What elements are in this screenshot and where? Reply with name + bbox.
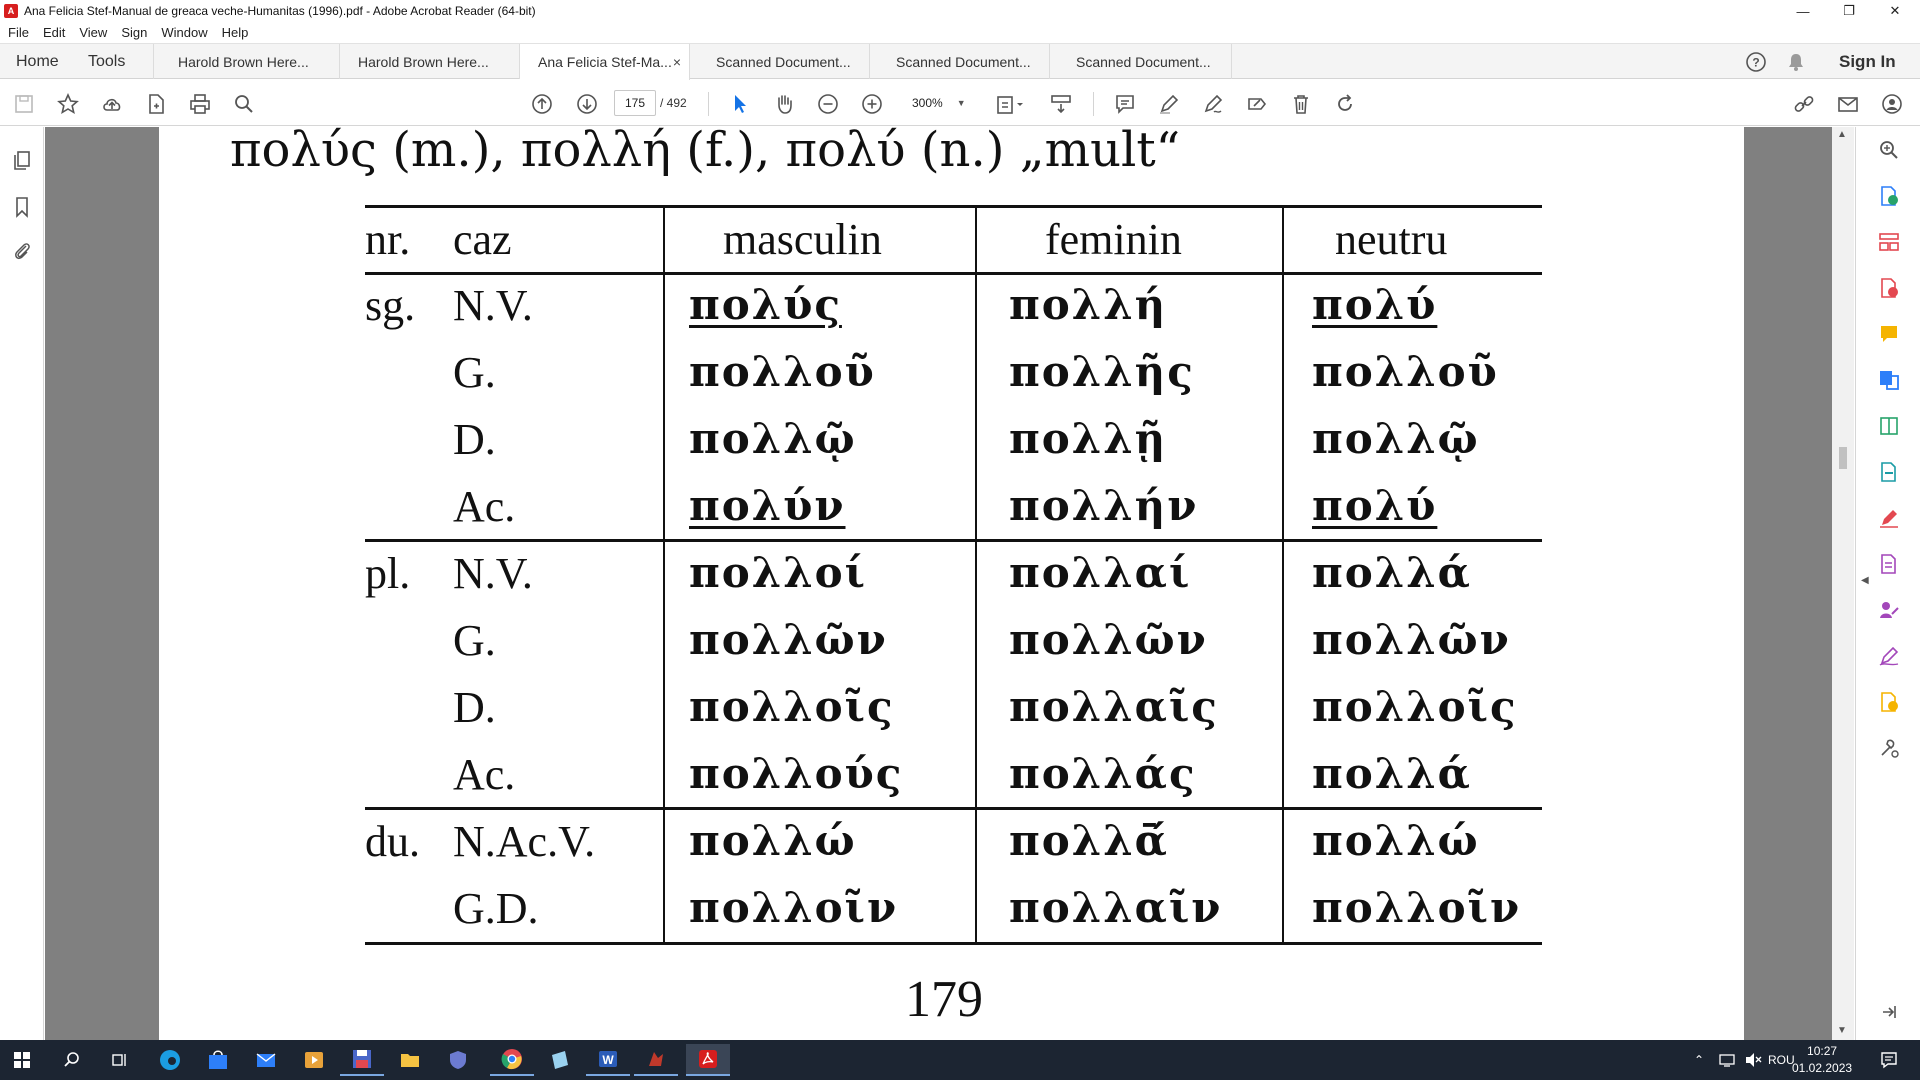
cloud-upload-icon[interactable] (100, 92, 124, 116)
row-case: N.V. (453, 281, 533, 330)
collapse-tools-pane-icon[interactable] (1876, 999, 1902, 1025)
page-total-label: / 492 (660, 96, 687, 110)
zoom-level-value: 300% (912, 96, 943, 110)
feminine-form: πολλαί (1009, 548, 1192, 597)
share-link-icon[interactable] (1792, 92, 1816, 116)
printed-page-number: 179 (905, 971, 983, 1028)
select-cursor-icon[interactable] (728, 92, 752, 116)
chevron-down-icon: ▼ (956, 98, 966, 108)
declension-table (365, 205, 1542, 945)
microsoft-store-icon[interactable] (196, 1044, 240, 1076)
share-user-icon[interactable] (1880, 92, 1904, 116)
page-thumbnails-icon[interactable] (10, 149, 34, 173)
masculine-form: πολλοῦ (689, 347, 876, 396)
fill-and-sign-icon[interactable] (1876, 505, 1902, 531)
feminine-form: πολλαῖν (1009, 883, 1223, 932)
masculine-form: πολλῷ (689, 414, 857, 463)
help-icon[interactable] (1745, 44, 1767, 79)
row-number: pl. (365, 549, 411, 598)
comment-icon[interactable] (1113, 92, 1137, 116)
tab-document-active[interactable] (520, 44, 690, 80)
row-number: sg. (365, 281, 416, 330)
send-for-review-icon[interactable] (1876, 689, 1902, 715)
masculine-form: πολλούς (689, 749, 904, 798)
row-case: Ac. (453, 750, 516, 799)
table-rule (365, 807, 1542, 810)
row-case: Ac. (453, 482, 516, 531)
column-header-number: nr. (365, 215, 411, 264)
masculine-form: πολλοί (689, 548, 867, 597)
svg-text:?: ? (1752, 55, 1760, 69)
vpn-shield-icon[interactable] (436, 1044, 480, 1076)
feminine-form: πολλῇ (1009, 414, 1168, 463)
title-bar (0, 0, 1920, 22)
window-title: Ana Felicia Stef-Manual de greaca veche-Humanitas (1996).pdf - Adobe Acrobat Reader (64-bit) (24, 4, 536, 18)
toolbar (0, 80, 1920, 126)
acrobat-app-icon: A (4, 4, 18, 18)
tab-tools[interactable]: Tools (74, 44, 154, 79)
zoom-in-icon[interactable] (860, 92, 884, 116)
menu-edit[interactable]: Edit (42, 24, 66, 40)
column-header-masculine: masculin (723, 215, 882, 264)
save-disk-app-icon[interactable] (340, 1044, 384, 1076)
masculine-form: πολλώ (689, 816, 857, 865)
print-icon[interactable] (188, 92, 212, 116)
scan-ocr-icon[interactable] (1876, 459, 1902, 485)
table-rule (365, 205, 1542, 208)
clock-time: 10:27 (1807, 1044, 1838, 1058)
menu-bar (0, 22, 1920, 42)
close-window-button[interactable]: ✕ (1889, 3, 1901, 18)
masculine-form: πολλοῖς (689, 682, 895, 731)
export-pdf-icon[interactable] (1876, 183, 1902, 209)
column-header-neuter: neutru (1335, 215, 1448, 264)
comment-tool-icon[interactable] (1876, 321, 1902, 347)
tab-document[interactable] (340, 44, 520, 79)
row-case: D. (453, 415, 496, 464)
masculine-form: πολύς (689, 280, 842, 329)
action-center-notification-icon[interactable] (1880, 1040, 1898, 1080)
draw-freehand-icon[interactable] (1201, 92, 1225, 116)
row-case: G.D. (453, 884, 539, 933)
feminine-form: πολλᾱ́ (1009, 816, 1169, 865)
toolbar-divider (1093, 92, 1094, 116)
toolbar-divider (708, 92, 709, 116)
left-navigation-pane (0, 127, 44, 1040)
vertical-scrollbar[interactable] (1832, 127, 1854, 1040)
masculine-form: πολλοῖν (689, 883, 899, 932)
neuter-form: πολλῶν (1312, 615, 1511, 664)
menu-window[interactable]: Window (161, 24, 208, 40)
windows-start-icon[interactable] (0, 1044, 44, 1076)
column-header-case: caz (453, 215, 512, 264)
menu-file[interactable]: File (8, 24, 29, 40)
maximize-button[interactable]: ❐ (1843, 3, 1855, 18)
scroll-mode-icon[interactable] (1049, 92, 1073, 116)
tab-bar (0, 43, 1920, 79)
zoom-level-dropdown[interactable] (900, 90, 972, 116)
scroll-down-arrow-icon[interactable]: ▼ (1837, 1025, 1847, 1036)
feminine-form: πολλαῖς (1009, 682, 1219, 731)
page-fit-icon[interactable] (993, 92, 1027, 116)
fill-sign-icon[interactable] (1245, 92, 1269, 116)
row-case: G. (453, 616, 496, 665)
tab-home[interactable]: Home (16, 52, 59, 70)
scrollbar-thumb[interactable] (1839, 447, 1847, 469)
table-rule (365, 272, 1542, 275)
close-tab-icon[interactable]: × (672, 54, 681, 70)
collapse-right-pane-icon[interactable]: ◀ (1861, 575, 1869, 586)
attachments-paperclip-icon[interactable] (10, 239, 34, 263)
neuter-form: πολλῷ (1312, 414, 1480, 463)
svg-text:W: W (602, 1053, 614, 1067)
declension-heading: πολύς (m.), πολλή (f.), πολύ (n.) „mult“ (230, 122, 1181, 178)
row-case: N.V. (453, 549, 533, 598)
previous-page-icon[interactable] (530, 92, 554, 116)
media-player-icon[interactable] (292, 1044, 336, 1076)
compress-pdf-icon[interactable] (1876, 413, 1902, 439)
bookmarks-icon[interactable] (10, 195, 34, 219)
email-envelope-icon[interactable] (1836, 92, 1860, 116)
feminine-form: πολλάς (1009, 749, 1197, 798)
tab-document-label: Scanned Document... (1076, 53, 1211, 70)
tab-document-label: Scanned Document... (896, 53, 1031, 70)
request-signature-icon[interactable] (1876, 597, 1902, 623)
organize-pages-icon[interactable] (1876, 229, 1902, 255)
tab-document[interactable] (870, 44, 1050, 79)
star-bookmark-icon[interactable] (56, 92, 80, 116)
masculine-form: πολύν (689, 481, 846, 530)
tab-document[interactable] (690, 44, 870, 79)
page-number-input[interactable]: 175 (614, 90, 656, 116)
save-icon[interactable] (12, 92, 36, 116)
neuter-form: πολλώ (1312, 816, 1480, 865)
edit-pdf-icon[interactable] (1876, 275, 1902, 301)
menu-view[interactable]: View (79, 24, 108, 40)
row-number: du. (365, 817, 420, 866)
masculine-form: πολλῶν (689, 615, 888, 664)
minimize-button[interactable]: — (1796, 3, 1810, 19)
prepare-form-icon[interactable] (1876, 551, 1902, 577)
create-pdf-icon[interactable] (144, 92, 168, 116)
volume-muted-icon[interactable] (1744, 1040, 1762, 1080)
app-icon-red[interactable] (634, 1044, 678, 1076)
row-case: N.Ac.V. (453, 817, 596, 866)
next-page-icon[interactable] (575, 92, 599, 116)
tab-document-label: Scanned Document... (716, 53, 851, 70)
chrome-browser-icon[interactable] (490, 1044, 534, 1076)
menu-sign[interactable]: Sign (121, 24, 148, 40)
tab-document-label: Ana Felicia Stef-Ma... (538, 54, 672, 70)
more-tools-icon[interactable] (1876, 735, 1902, 761)
menu-help[interactable]: Help (221, 24, 249, 40)
delete-trash-icon[interactable] (1289, 92, 1313, 116)
mail-icon[interactable] (244, 1044, 288, 1076)
notepad-app-icon[interactable] (538, 1044, 582, 1076)
neuter-form: πολλά (1312, 749, 1472, 798)
neuter-form: πολύ (1312, 280, 1438, 329)
notifications-bell-icon[interactable] (1786, 44, 1806, 79)
neuter-form: πολλοῖν (1312, 883, 1522, 932)
highlight-pen-icon[interactable] (1157, 92, 1181, 116)
clock-date: 01.02.2023 (1792, 1061, 1853, 1075)
feminine-form: πολλή (1009, 280, 1168, 329)
feminine-form: πολλῆς (1009, 347, 1195, 396)
hand-tool-icon[interactable] (772, 92, 796, 116)
system-clock[interactable] (1792, 1043, 1852, 1077)
edge-browser-icon[interactable] (148, 1044, 192, 1076)
tab-document-label: Harold Brown Here... (178, 53, 309, 70)
tray-overflow-chevron-icon[interactable]: ⌃ (1694, 1053, 1705, 1067)
row-case: D. (453, 683, 496, 732)
tab-document[interactable] (160, 44, 340, 79)
table-rule (365, 942, 1542, 945)
tab-document[interactable] (1050, 44, 1232, 79)
neuter-form: πολλά (1312, 548, 1472, 597)
acrobat-reader-taskbar-icon[interactable] (686, 1044, 730, 1076)
scroll-up-arrow-icon[interactable]: ▲ (1837, 129, 1847, 140)
search-icon[interactable] (50, 1044, 94, 1076)
sign-in-button[interactable]: Sign In (1839, 51, 1896, 71)
table-column-rule (663, 205, 665, 945)
keyboard-language[interactable]: ROU (1768, 1053, 1795, 1067)
column-header-feminine: feminin (1045, 215, 1182, 264)
task-view-icon[interactable] (98, 1044, 142, 1076)
feminine-form: πολλήν (1009, 481, 1199, 530)
rotate-redo-icon[interactable] (1333, 92, 1357, 116)
table-rule (365, 539, 1542, 542)
network-icon[interactable] (1718, 1040, 1736, 1080)
zoom-search-icon[interactable] (1876, 137, 1902, 163)
search-icon[interactable] (232, 92, 256, 116)
certificates-pen-icon[interactable] (1876, 643, 1902, 669)
table-column-rule (1282, 205, 1284, 945)
file-explorer-icon[interactable] (388, 1044, 432, 1076)
zoom-out-icon[interactable] (816, 92, 840, 116)
neuter-form: πολλοῖς (1312, 682, 1518, 731)
neuter-form: πολλοῦ (1312, 347, 1499, 396)
table-column-rule (975, 205, 977, 945)
row-case: G. (453, 348, 496, 397)
neuter-form: πολύ (1312, 481, 1438, 530)
windows-taskbar (0, 1040, 1920, 1080)
word-app-icon[interactable] (586, 1044, 630, 1076)
feminine-form: πολλῶν (1009, 615, 1208, 664)
combine-files-icon[interactable] (1876, 367, 1902, 393)
tab-document-label: Harold Brown Here... (358, 53, 489, 70)
